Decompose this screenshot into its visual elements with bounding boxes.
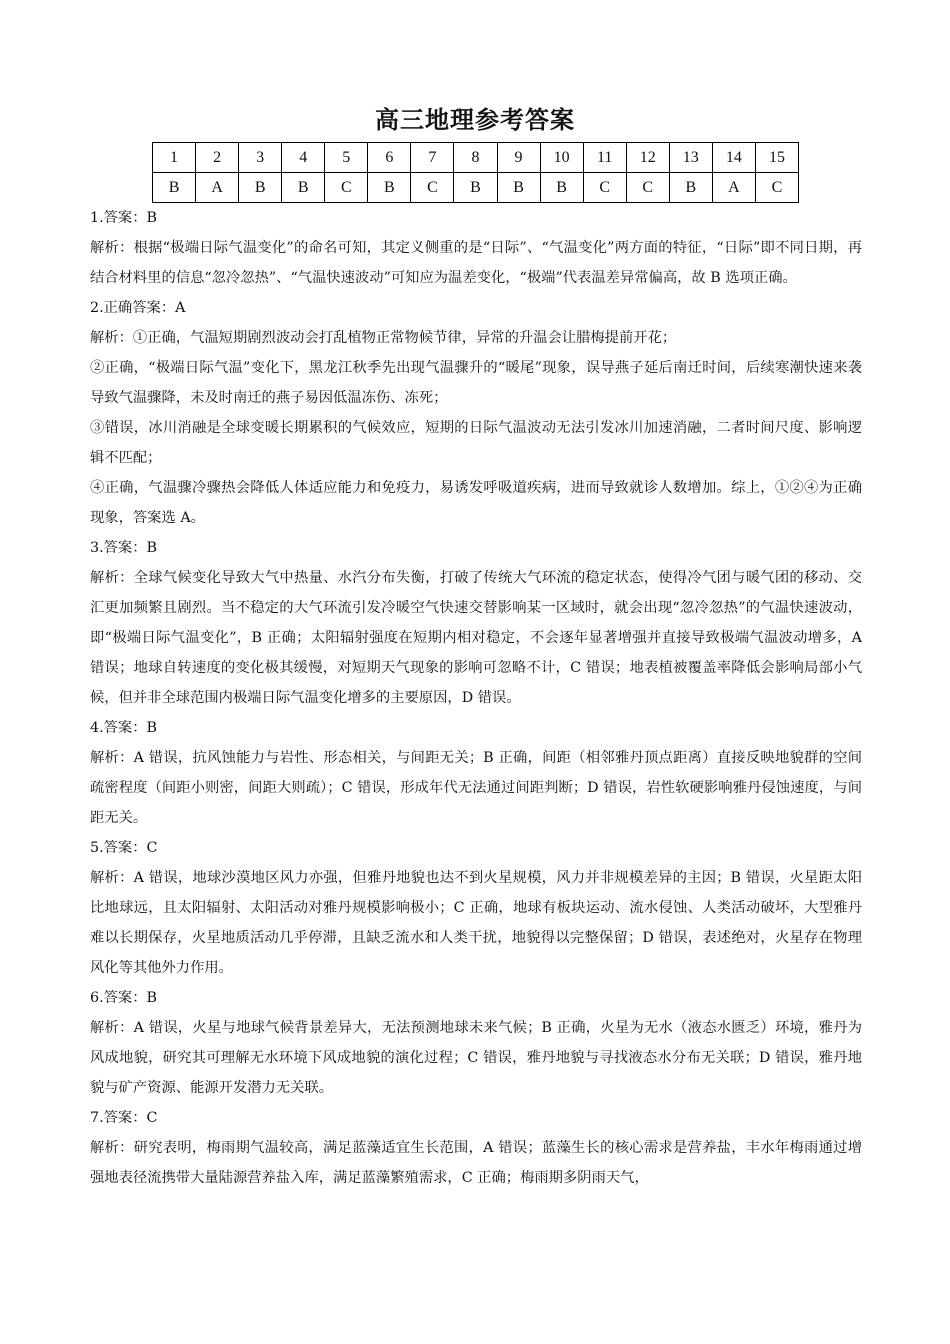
question-number-row (153, 143, 799, 173)
answer-letter-cell: C (755, 173, 798, 203)
answer-line: 3.答案：B (90, 540, 158, 556)
answer-letter-cell: B (540, 173, 583, 203)
explanation-paragraph: 解析：A 错误，地球沙漠地区风力亦强，但雅丹地貌也达不到火星规模，风力并非规模差异的主因；B 错误，火星距太阳比地球远，且太阳辐射、太阳活动对雅丹规模影响极小；C 正确，地球有板块运动、流水侵蚀、人类活动破坏，大型雅丹难以长期保存，火星地质活动几乎停滞，且缺乏流水和人类干扰，地貌得以完整保留；D 错误，表述绝对，火星存在物理风化等其他外力作用。 (90, 870, 862, 976)
answer-letter-row (153, 173, 799, 203)
answer-letter-cell: B (239, 173, 282, 203)
answer-letter-cell: B (454, 173, 497, 203)
answer-letter-cell: C (325, 173, 368, 203)
answer-line: 5.答案：C (90, 840, 158, 856)
question-number-cell: 12 (626, 143, 669, 173)
answer-letter-cell: B (669, 173, 712, 203)
answer-letter-cell: B (282, 173, 325, 203)
question-number-cell: 13 (669, 143, 712, 173)
question-number-cell: 10 (540, 143, 583, 173)
question-number-cell: 6 (368, 143, 411, 173)
answer-letter-cell: C (411, 173, 454, 203)
explanation-paragraph: 解析：A 错误，火星与地球气候背景差异大，无法预测地球未来气候；B 正确，火星为无水（液态水匮乏）环境，雅丹为风成地貌，研究其可理解无水环境下风成地貌的演化过程；C 错误，雅丹地貌与寻找液态水分布无关联；D 错误，雅丹地貌与矿产资源、能源开发潜力无关联。 (90, 1020, 862, 1096)
answer-letter-cell: B (153, 173, 196, 203)
answer-line: 6.答案：B (90, 990, 158, 1006)
explanation-paragraph: 解析：研究表明，梅雨期气温较高，满足蓝藻适宜生长范围，A 错误；蓝藻生长的核心需求是营养盐，丰水年梅雨通过增强地表径流携带大量陆源营养盐入库，满足蓝藻繁殖需求，C 正确；梅雨期多阴雨天气， (90, 1140, 862, 1186)
answer-line: 7.答案：C (90, 1110, 158, 1126)
answer-letter-cell: C (626, 173, 669, 203)
explanation-paragraph: ③错误，冰川消融是全球变暖长期累积的气候效应，短期的日际气温波动无法引发冰川加速消融，二者时间尺度、影响逻辑不匹配； (90, 420, 862, 466)
question-number-cell: 3 (239, 143, 282, 173)
question-number-cell: 1 (153, 143, 196, 173)
answer-letter-cell: A (196, 173, 239, 203)
question-number-cell: 2 (196, 143, 239, 173)
explanation-paragraph: 解析：①正确，气温短期剧烈波动会打乱植物正常物候节律，异常的升温会让腊梅提前开花； (90, 330, 677, 346)
question-number-cell: 7 (411, 143, 454, 173)
answer-line: 4.答案：B (90, 720, 158, 736)
explanation-paragraph: 解析：全球气候变化导致大气中热量、水汽分布失衡，打破了传统大气环流的稳定状态，使得冷气团与暖气团的移动、交汇更加频繁且剧烈。当不稳定的大气环流引发冷暖空气快速交替影响某一区域时，就会出现“忽冷忽热”的气温快速波动，即“极端日际气温变化”，B 正确；太阳辐射强度在短期内相对稳定，不会逐年显著增强并直接导致极端气温波动增多，A 错误；地球自转速度的变化极其缓慢，对短期天气现象的影响可忽略不计，C 错误；地表植被覆盖率降低会影响局部小气候，但并非全球范围内极端日际气温变化增多的主要原因，D 错误。 (90, 570, 862, 706)
explanation-paragraph: 解析：根据“极端日际气温变化”的命名可知，其定义侧重的是“日际”、“气温变化”两方面的特征，“日际”即不同日期，再结合材料里的信息“忽冷忽热”、“气温快速波动”可知应为温差变化，“极端”代表温差异常偏高，故 B 选项正确。 (90, 240, 862, 286)
answer-key-table (152, 142, 799, 203)
explanation-paragraph: ②正确，“极端日际气温”变化下，黑龙江秋季先出现气温骤升的“暖尾”现象，误导燕子延后南迁时间，后续寒潮快速来袭导致气温骤降，未及时南迁的燕子易因低温冻伤、冻死； (90, 360, 862, 406)
question-number-cell: 15 (755, 143, 798, 173)
question-number-cell: 5 (325, 143, 368, 173)
explanations (90, 203, 862, 1193)
answer-letter-cell: B (497, 173, 540, 203)
question-number-cell: 8 (454, 143, 497, 173)
page-title: 高三地理参考答案 (375, 106, 575, 134)
explanation-paragraph: ④正确，气温骤冷骤热会降低人体适应能力和免疫力，易诱发呼吸道疾病，进而导致就诊人数增加。综上，①②④为正确现象，答案选 A。 (90, 480, 862, 526)
answer-line: 1.答案：B (90, 210, 158, 226)
answer-letter-cell: C (583, 173, 626, 203)
answer-line: 2.正确答案：A (90, 300, 186, 316)
question-number-cell: 14 (712, 143, 755, 173)
question-number-cell: 9 (497, 143, 540, 173)
answer-letter-cell: A (712, 173, 755, 203)
explanation-paragraph: 解析：A 错误，抗风蚀能力与岩性、形态相关，与间距无关；B 正确，间距（相邻雅丹顶点距离）直接反映地貌群的空间疏密程度（间距小则密，间距大则疏）；C 错误，形成年代无法通过间距判断；D 错误，岩性软硬影响雅丹侵蚀速度，与间距无关。 (90, 750, 862, 826)
answer-letter-cell: B (368, 173, 411, 203)
question-number-cell: 4 (282, 143, 325, 173)
question-number-cell: 11 (583, 143, 626, 173)
